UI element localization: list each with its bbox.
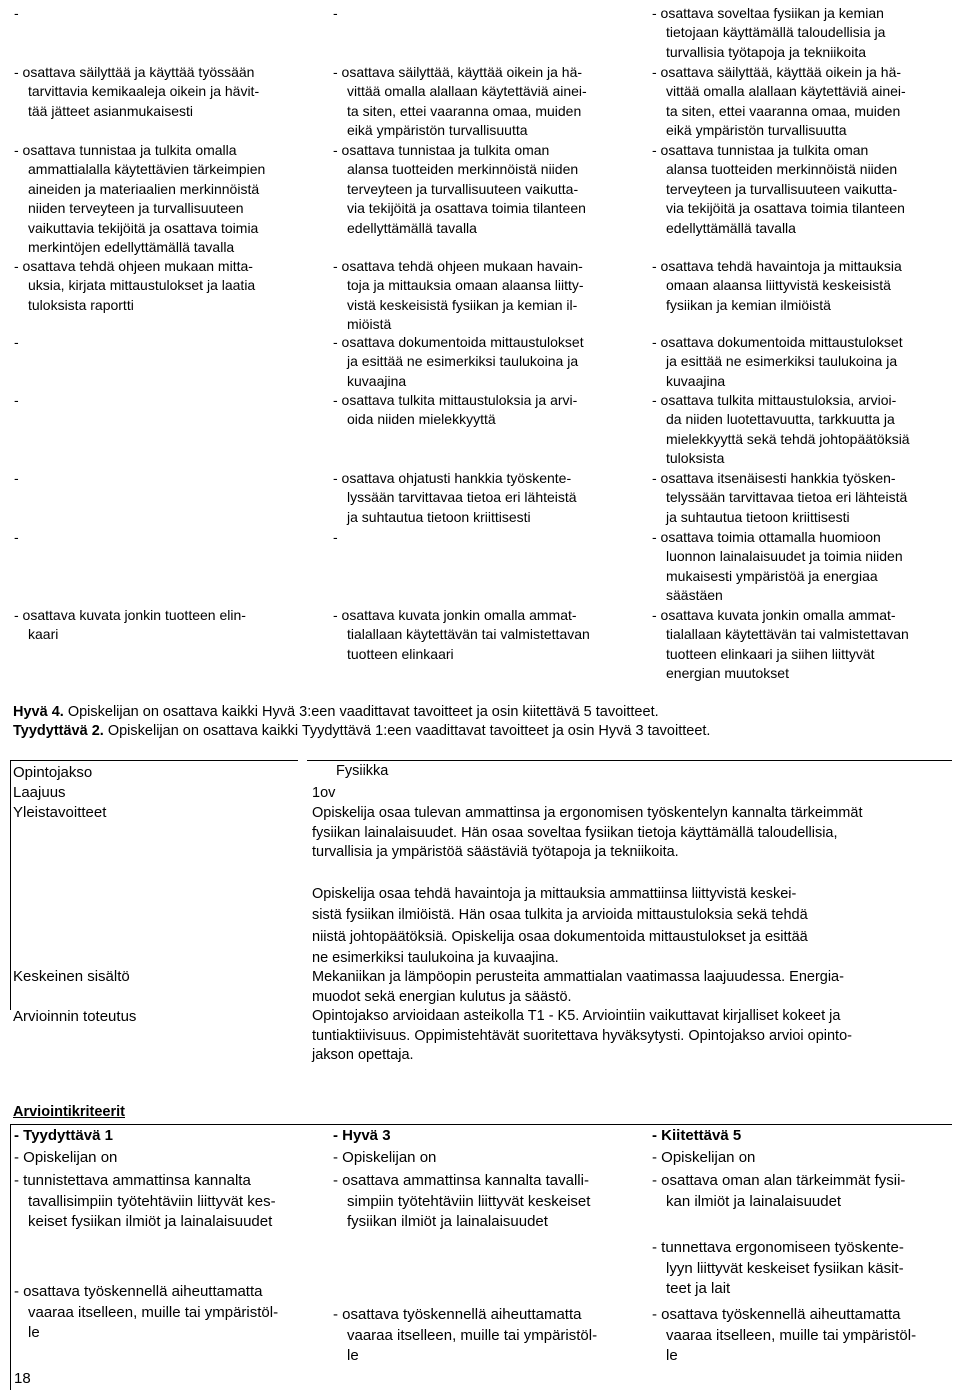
course-general-goals-2: Opiskelija osaa tehdä havaintoja ja mittauksia ammattiinsa liittyvistä keskei- sistä fysiikan ilmiöistä. Hän osaa tulkita ja arvioida mittaustuloksia sekä tehdä niistä johtopäätöksiä. Opiskelija osaa dokumentoida mittaustulokset ja esittää ne esimerkiksi taulukoina ja kuvaajina. [312, 886, 808, 966]
criteria-col2-item: - osattava työskennellä aiheuttamatta vaaraa itselleen, muille tai ympäristöl- le [333, 1306, 598, 1364]
course-core-content: Mekaniikan ja lämpöopin perusteita ammattialan vaatimassa laajuudessa. Energia- muodot sekä energian kulutus ja säästö. [312, 969, 844, 1005]
course-assessment: Opintojakso arvioidaan asteikolla T1 - K5. Arviointiin vaikuttavat kirjalliset kokeet ja tuntiaktiivisuus. Oppimistehtävät suoritettava hyväksytysti. Opintojakso arvioi opinto- jakson opettaja. [312, 1008, 852, 1064]
row3-col1: - osattava tehdä ohjeen mukaan mitta- uksia, kirjata mittaustulokset ja laatia tuloksista raportti [14, 258, 256, 313]
criteria-col2-item: - Opiskelijan on [333, 1149, 437, 1166]
row2-col3: - osattava tunnistaa ja tulkita oman alansa tuotteiden merkinnöistä niiden terveyteen ja turvallisuuteen vaikutta- via tekijöitä ja osattava toimia tilanteen edellyttämällä tavalla [652, 142, 905, 236]
note-hyva-4-grade: Hyvä 4. [13, 704, 64, 721]
course-scope: 1ov [312, 785, 336, 801]
criteria-title: Arviointikriteerit [13, 1104, 125, 1120]
row1-col3: - osattava säilyttää, käyttää oikein ja hä- vittää omalla alallaan käytettäviä ainei- ta siten, ettei vaaranna omaa, muiden eikä ympäristön turvallisuutta [652, 64, 906, 139]
row6-col3: - osattava itsenäisesti hankkia työsken- telyssään tarvittavaa tietoa eri lähteistä ja suhtautua tietoon kriittisesti [652, 470, 908, 525]
row8-col1: - osattava kuvata jonkin tuotteen elin- kaari [14, 607, 246, 643]
criteria-left-line [10, 1124, 11, 1390]
criteria-col2-item: - osattava ammattinsa kannalta tavalli- simpiin työtehtäviin liittyvät keskeiset fysiikan ilmiöt ja lainalaisuudet [333, 1172, 591, 1230]
row1-col1: - osattava säilyttää ja käyttää työssään tarvittavia kemikaaleja oikein ja hävit- tää jätteet asianmukaisesti [14, 64, 260, 119]
row8-col2: - osattava kuvata jonkin omalla ammat- tialallaan käytettävän tai valmistettavan tuotteen elinkaari [333, 607, 590, 662]
row3-col3: - osattava tehdä havaintoja ja mittauksia omaan alaansa liittyvistä keskeisistä fysiikan ja kemian ilmiöistä [652, 258, 902, 313]
note-tyydyttava-2-grade: Tyydyttävä 2. [13, 723, 104, 740]
row8-col3: - osattava kuvata jonkin omalla ammat- tialallaan käytettävän tai valmistettavan tuotteen elinkaari ja siihen liittyvät energian muutokset [652, 607, 909, 682]
row3-col2: - osattava tehdä ohjeen mukaan havain- toja ja mittauksia omaan alaansa liitty- vistä keskeisistä fysiikan ja kemian il- miöistä [333, 258, 584, 333]
row5-col3: - osattava tulkita mittaustuloksia, arvioi- da niiden luotettavuutta, tarkkuutta ja mielekkyyttä sekä tehdä johtopäätöksiä tuloksista [652, 392, 910, 467]
criteria-col1-item: - Opiskelijan on [14, 1149, 118, 1166]
row2-col2: - osattava tunnistaa ja tulkita oman alansa tuotteiden merkinnöistä niiden terveyteen ja turvallisuuteen vaikutta- via tekijöitä ja osattava toimia tilanteen edellyttämällä tavalla [333, 142, 586, 236]
row7-col2: - [333, 529, 338, 545]
row7-col3: - osattava toimia ottamalla huomioon luonnon lainalaisuudet ja toimia niiden mukaisesti ympäristöä ja energiaa säästäen [652, 529, 903, 604]
criteria-col3-item: - Opiskelijan on [652, 1149, 756, 1166]
criteria-top-line [10, 1124, 952, 1125]
note-tyydyttava-2-text: Opiskelijan on osattava kaikki Tyydyttävä 1:een vaadittavat tavoitteet ja osin Hyvä 3 tavoitteet. [103, 723, 711, 740]
page-number: 18 [14, 1370, 31, 1387]
box-top-line-right [307, 760, 952, 761]
row1-col2: - osattava säilyttää, käyttää oikein ja hä- vittää omalla alallaan käytettäviä ainei- ta siten, ettei vaaranna omaa, muiden eikä ympäristön turvallisuutta [333, 64, 587, 139]
row6-col1: - [14, 470, 19, 486]
row6-col2: - osattava ohjatusti hankkia työskente- lyssään tarvittavaa tietoa eri lähteistä ja suhtautua tietoon kriittisesti [333, 470, 577, 525]
label-yleistavoitteet: Yleistavoitteet [13, 804, 107, 821]
row4-col2: - osattava dokumentoida mittaustulokset ja esittää ne esimerkiksi taulukoina ja kuvaajina [333, 334, 584, 389]
criteria-col3-item: - osattava työskennellä aiheuttamatta vaaraa itselleen, muille tai ympäristöl- le [652, 1306, 917, 1364]
row0-col2: - [333, 5, 338, 21]
note-hyva-4-text: Opiskelijan on osattava kaikki Hyvä 3:een vaadittavat tavoitteet ja osin kiitettävä 5 tavoitteet. [63, 704, 659, 721]
row5-col2: - osattava tulkita mittaustuloksia ja arvi- oida niiden mielekkyyttä [333, 392, 578, 428]
row5-col1: - [14, 392, 19, 408]
label-arvioinnin-toteutus: Arvioinnin toteutus [13, 1008, 137, 1025]
label-opintojakso: Opintojakso [13, 764, 93, 781]
criteria-header-tyydyttava: - Tyydyttävä 1 [14, 1127, 113, 1144]
box-top-line-left [10, 760, 298, 761]
course-name: Fysiikka [336, 763, 389, 779]
label-laajuus: Laajuus [13, 784, 66, 801]
criteria-header-hyva: - Hyvä 3 [333, 1127, 391, 1144]
row4-col1: - [14, 334, 19, 350]
criteria-header-kiitettava: - Kiitettävä 5 [652, 1127, 742, 1144]
row2-col1: - osattava tunnistaa ja tulkita omalla ammattialalla käytettävien tärkeimpien aineiden ja materiaalien merkinnöistä niiden terveyteen ja turvallisuuteen vaikuttavia tekijöitä ja osattava toimia merkintöjen edellyttämällä tavalla [14, 142, 266, 256]
label-keskeinen-sisalto: Keskeinen sisältö [13, 968, 130, 985]
criteria-col1-item: - tunnistettava ammattinsa kannalta tavallisimpiin työtehtäviin liittyvät kes- keiset fysiikan ilmiöt ja lainalaisuudet [14, 1172, 276, 1230]
row0-col3: - osattava soveltaa fysiikan ja kemian tietojaan käyttämällä taloudellisia ja turvallisia työtapoja ja tekniikoita [652, 5, 886, 60]
criteria-col3-item: - osattava oman alan tärkeimmät fysii- kan ilmiöt ja lainalaisuudet [652, 1172, 906, 1210]
criteria-col3-item: - tunnettava ergonomiseen työskente- lyyn liittyvät keskeiset fysiikan käsit- teet ja lait [652, 1239, 904, 1297]
note-tyydyttava-2 [13, 703, 953, 742]
course-general-goals: Opiskelija osaa tulevan ammattinsa ja ergonomisen työskentelyn kannalta tärkeimmät fysiikan lainalaisuudet. Hän osaa soveltaa fysiikan tietoja käyttämällä taloudellisia, turvallisia ja ympäristöä säästäviä työtapoja ja tekniikoita. [312, 805, 863, 861]
criteria-col1-item: - osattava työskennellä aiheuttamatta vaaraa itselleen, muille tai ympäristöl- le [14, 1283, 279, 1341]
row0-col1: - [14, 5, 19, 21]
row7-col1: - [14, 529, 19, 545]
box-left-line [10, 760, 11, 1010]
row4-col3: - osattava dokumentoida mittaustulokset ja esittää ne esimerkiksi taulukoina ja kuvaajina [652, 334, 903, 389]
